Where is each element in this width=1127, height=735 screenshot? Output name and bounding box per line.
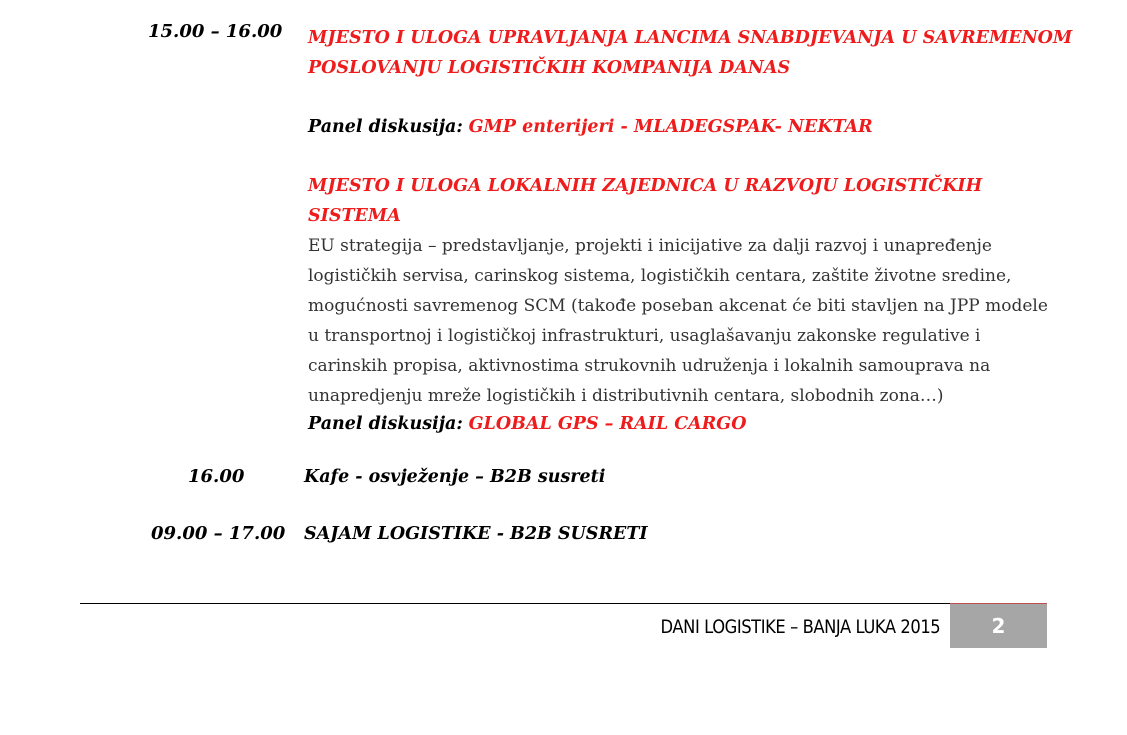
coffee-label: Kafe - osvježenje – B2B susreti [304, 467, 606, 487]
fair-time: 09.00 – 17.00 [151, 523, 286, 544]
session2-body-line: mogućnosti savremenog SCM (takođe poseban akcenat će biti stavljen na JPP modele [308, 296, 1048, 316]
session-time-1500-1600: 15.00 – 16.00 [148, 21, 283, 42]
coffee-time: 16.00 [188, 466, 245, 487]
footer-title: DANI LOGISTIKE – BANJA LUKA 2015 [660, 616, 940, 638]
session1-panel [308, 112, 1078, 142]
page-number: 2 [950, 604, 1047, 648]
session2-block [308, 171, 1078, 411]
session2-body-line: EU strategija – predstavljanje, projekti i inicijative za dalji razvoj i unapređenje [308, 236, 992, 256]
session1-heading-line1: MJESTO I ULOGA UPRAVLJANJA LANCIMA SNABDJEVANJA U SAVREMENOM [308, 28, 1073, 48]
panel-names: GLOBAL GPS – RAIL CARGO [468, 414, 747, 434]
fair-label: SAJAM LOGISTIKE - B2B SUSRETI [304, 524, 648, 544]
session2-body-line: carinskih propisa, aktivnostima strukovnih udruženja i lokalnih samouprava na [308, 356, 991, 376]
panel-label: Panel diskusija: [308, 414, 463, 434]
session2-body-line: unapredjenju mreže logističkih i distributivnih centara, slobodnih zona…) [308, 386, 944, 406]
session2-body-line: logističkih servisa, carinskog sistema, logističkih centara, zaštite životne sredine, [308, 266, 1012, 286]
session2-body-line: u transportnoj i logističkoj infrastrukturi, usaglašavanju zakonske regulative i [308, 326, 981, 346]
footer-divider [80, 603, 950, 604]
session2-panel [308, 409, 1078, 439]
session1-heading-line2: POSLOVANJU LOGISTIČKIH KOMPANIJA DANAS [308, 58, 791, 78]
panel-names: GMP enterijeri - MLADEGSPAK- NEKTAR [468, 117, 873, 137]
panel-label: Panel diskusija: [308, 117, 463, 137]
session1-block [308, 23, 1078, 83]
session2-heading: MJESTO I ULOGA LOKALNIH ZAJEDNICA U RAZVOJU LOGISTIČKIH SISTEMA [308, 176, 983, 226]
